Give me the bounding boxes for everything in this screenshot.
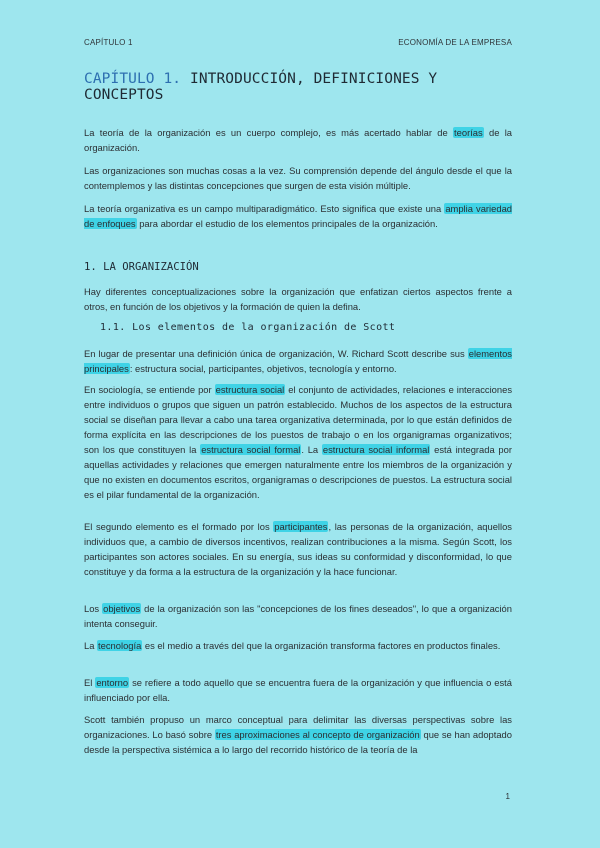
section-paragraph-1: Hay diferentes conceptualizaciones sobre la organización que enfatizan ciertos aspectos frente a otros, en función de los objetivos y la formación de quien la defina. [84,286,512,312]
page-number: 1 [505,792,510,801]
highlight-estructura-informal: estructura social informal [322,444,430,455]
section-paragraph-entorno: El entorno se refiere a todo aquello que se encuentra fuera de la organización y que influencia o está influenciado por ella. [84,677,512,703]
highlight-estructura-formal: estructura social formal [201,444,301,455]
highlight-elementos-principales: elementos principales [84,348,512,374]
highlight-entorno: entorno [96,677,129,688]
chapter-title-text: INTRODUCCIÓN, DEFINICIONES Y CONCEPTOS [84,71,438,103]
subsection-heading-scott: 1.1. Los elementos de la organización de Scott [100,322,396,333]
section-paragraph-tecnologia: La tecnología es el medio a través del que la organización transforma factores en productos finales. [84,640,501,651]
section-paragraph-scott-marco: Scott también propuso un marco conceptual para delimitar las diversas perspectivas sobre las organizaciones. Lo basó sobre tres aproximaciones al concepto de organización que se han adoptado desde la perspectiva sistémica a lo largo del recorrido histórico de la teoría de la [84,714,512,755]
highlight-estructura-social: estructura social [215,384,285,395]
intro-paragraph-1: La teoría de la organización es un cuerpo complejo, es más acertado hablar de teorías de la organización. [84,127,513,153]
section-paragraph-estructura: En sociología, se entiende por estructura social el conjunto de actividades, relaciones e interacciones entre individuos o grupos que siguen un patrón establecido. Muchos de los aspectos de la estructura social se diseñan para llevar a cabo una tarea organizativa determinada, por lo que están definidos de forma explícita en las descripciones de los puestos de trabajo o en los organigramas organizativos; son los que constituyen la estructura social formal. La estructura social informal está integrada por aquellas actividades y relaciones que emergen naturalmente entre los miembros de la organización y que no existen en documentos escritos, organigramas o descripciones de puestos. La estructura social es el pilar fundamental de la organización. [84,384,513,500]
highlight-participantes: participantes [274,521,328,532]
section-paragraph-elementos: En lugar de presentar una definición única de organización, W. Richard Scott describe sus elementos principales: estructura social, participantes, objetivos, tecnología y entorno. [84,348,512,374]
running-header-left: CAPÍTULO 1 [84,38,133,47]
intro-paragraph-2: Las organizaciones son muchas cosas a la vez. Su comprensión depende del ángulo desde el que la contemplemos y las distintas concepciones que surgen de esta visión múltiple. [84,165,512,191]
section-paragraph-objetivos: Los objetivos de la organización son las "concepciones de los fines deseados", lo que a organización intenta conseguir. [84,603,512,629]
running-header-right: ECONOMÍA DE LA EMPRESA [398,38,512,47]
highlight-tres-aproximaciones: tres aproximaciones al concepto de organización [215,729,420,740]
highlight-tecnologia: tecnología [98,640,142,651]
highlight-teorias: teorías [454,127,483,138]
chapter-number: CAPÍTULO 1. [84,71,182,87]
highlight-amplia-variedad: amplia variedad de enfoques [84,203,512,229]
section-heading-organizacion: 1. LA ORGANIZACIÓN [84,261,199,273]
chapter-title [84,71,524,103]
highlight-objetivos: objetivos [103,603,141,614]
section-paragraph-participantes: El segundo elemento es el formado por los participantes, las personas de la organización, aquellos individuos que, a cambio de diversos incentivos, realizan contribuciones a la misma. Según Scott, los participantes son actores sociales. En su energía, sus ideas su conformidad y disconformidad, lo que constituye y da forma a la estructura de la organización y la hace funcionar. [84,521,512,577]
intro-paragraph-3: La teoría organizativa es un campo multiparadigmático. Esto significa que existe una amplia variedad de enfoques para abordar el estudio de los elementos principales de la organización. [84,203,512,229]
